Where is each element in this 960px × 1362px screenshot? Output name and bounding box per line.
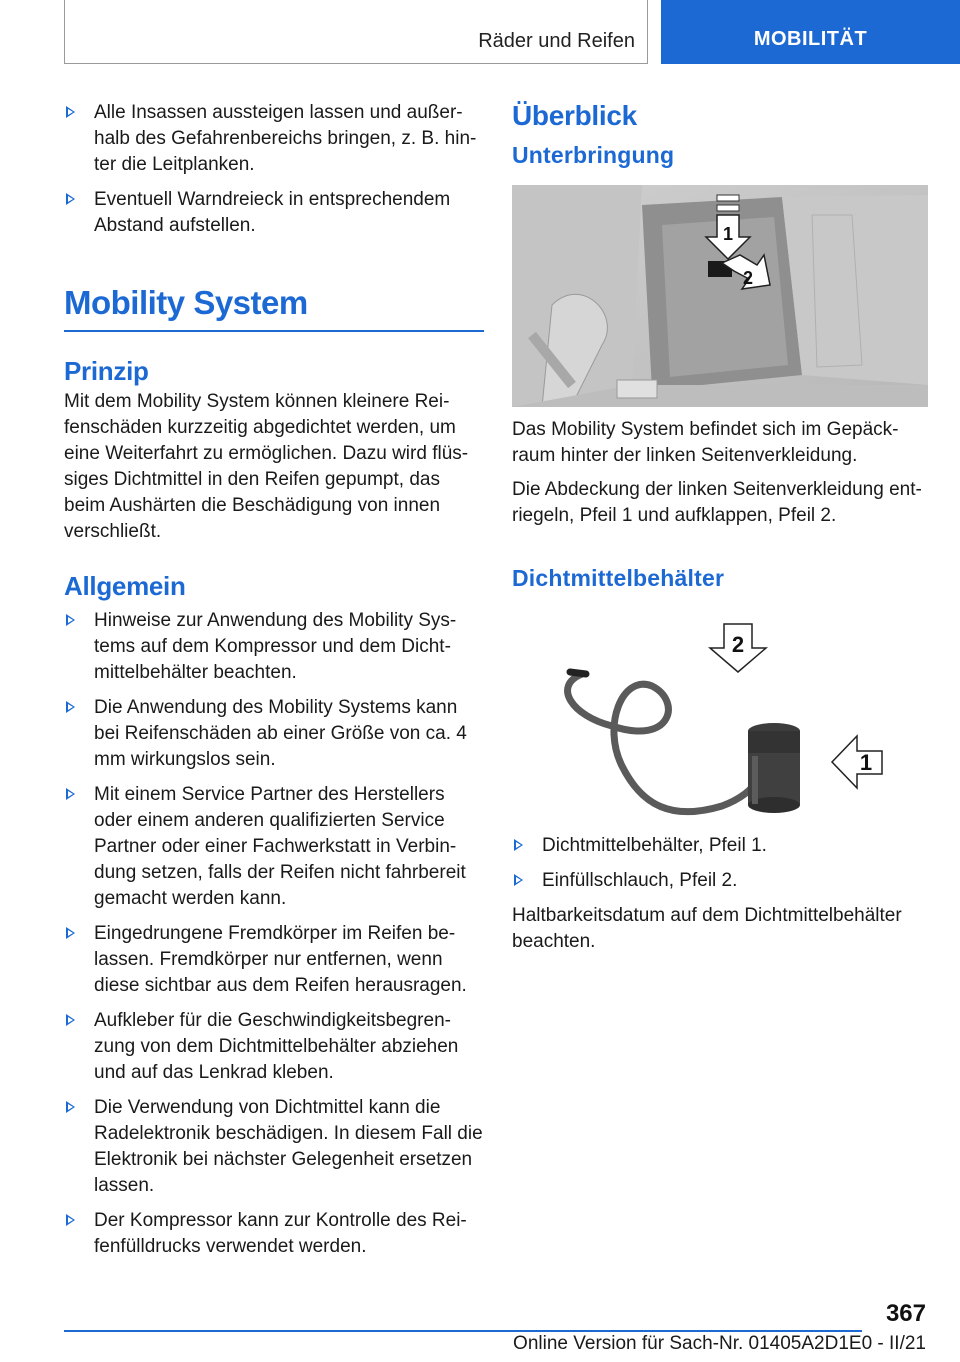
triangle-bullet-icon: [66, 1214, 75, 1226]
chapter-tab[interactable]: MOBILITÄT: [661, 0, 960, 64]
svg-text:2: 2: [742, 268, 754, 288]
allgemein-bullet-list: [64, 608, 484, 1260]
footer-divider: [64, 1330, 862, 1332]
list-item: Eventuell Warndreieck in entsprechendem Abstand aufstellen.: [64, 187, 484, 239]
triangle-bullet-icon: [66, 1014, 75, 1026]
triangle-bullet-icon: [66, 927, 75, 939]
page-number: 367: [885, 1300, 926, 1327]
storage-text-1: Das Mobility System befindet sich im Gepäck-raum hinter der linken Seitenverkleidung.: [512, 419, 899, 466]
section-label: Räder und Reifen: [478, 30, 635, 52]
right-column: [512, 100, 932, 963]
list-item: Der Kompressor kann zur Kontrolle des Rei-fenfülldrucks verwendet werden.: [64, 1208, 484, 1260]
online-version-note: Online Version für Sach-Nr. 01405A2D1E0 - II/21: [513, 1333, 926, 1354]
svg-text:1: 1: [859, 750, 873, 775]
svg-text:2: 2: [731, 632, 745, 657]
arrow-icon: [710, 624, 766, 672]
allgemein-heading: Allgemein: [64, 571, 186, 601]
list-item: Aufkleber für die Geschwindigkeitsbegren-zung von dem Dichtmittelbehälter abziehen und auf das Lenkrad kleben.: [64, 1008, 484, 1086]
overview-heading: Überblick: [512, 100, 637, 131]
triangle-bullet-icon: [66, 701, 75, 713]
triangle-bullet-icon: [66, 788, 75, 800]
intro-bullet-list: [64, 100, 484, 239]
svg-text:1: 1: [722, 224, 734, 244]
prinzip-text: Mit dem Mobility System können kleinere Rei-fenschäden kurzzeitig abgedichtet werden, um eine Weiterfahrt zu ermöglichen. Dazu wird flüs-siges Dichtmittel in den Reifen gepumpt, das beim Aushärten die Beschädigung von innen verschließt.: [64, 391, 469, 542]
storage-heading: Unterbringung: [512, 142, 675, 168]
main-title: Mobility System: [64, 284, 484, 332]
list-item: Mit einem Service Partner des Herstellers oder einem anderen qualifizierten Service Partner oder einer Fachwerkstatt in Verbin-dung setzen, falls der Reifen nicht fahrbereit gemacht werden kann.: [64, 782, 484, 912]
sealant-container-illustration: [512, 606, 932, 821]
triangle-bullet-icon: [66, 106, 75, 118]
list-item: Einfüllschlauch, Pfeil 2.: [512, 868, 932, 894]
list-item: Die Anwendung des Mobility Systems kann bei Reifenschäden ab einer Größe von ca. 4 mm wirkungslos sein.: [64, 695, 484, 773]
arrow-icon: [832, 736, 882, 788]
storage-text-2: Die Abdeckung der linken Seitenverkleidung ent-riegeln, Pfeil 1 und aufklappen, Pfeil 2.: [512, 479, 922, 526]
left-column: [64, 100, 484, 1269]
trunk-panel-illustration: [512, 185, 928, 407]
container-bullet-list: [512, 833, 932, 894]
triangle-bullet-icon: [66, 1101, 75, 1113]
list-item: Dichtmittelbehälter, Pfeil 1.: [512, 833, 932, 859]
list-item: Die Verwendung von Dichtmittel kann die Radelektronik beschädigen. In diesem Fall die Elektronik bei nächster Gelegenheit ersetzen lassen.: [64, 1095, 484, 1199]
prinzip-heading: Prinzip: [64, 356, 149, 386]
container-heading: Dichtmittelbehälter: [512, 565, 725, 591]
list-item: Hinweise zur Anwendung des Mobility Sys-tems auf dem Kompressor und dem Dicht-mittelbehälter beachten.: [64, 608, 484, 686]
triangle-bullet-icon: [66, 193, 75, 205]
list-item: Eingedrungene Fremdkörper im Reifen be-lassen. Fremdkörper nur entfernen, wenn diese sichtbar aus dem Reifen herausragen.: [64, 921, 484, 999]
triangle-bullet-icon: [66, 614, 75, 626]
list-item: Alle Insassen aussteigen lassen und außer-halb des Gefahrenbereichs bringen, z. B. hin-ter die Leitplanken.: [64, 100, 484, 178]
container-note: Haltbarkeitsdatum auf dem Dichtmittelbehälter beachten.: [512, 905, 902, 952]
triangle-bullet-icon: [514, 874, 523, 886]
triangle-bullet-icon: [514, 839, 523, 851]
